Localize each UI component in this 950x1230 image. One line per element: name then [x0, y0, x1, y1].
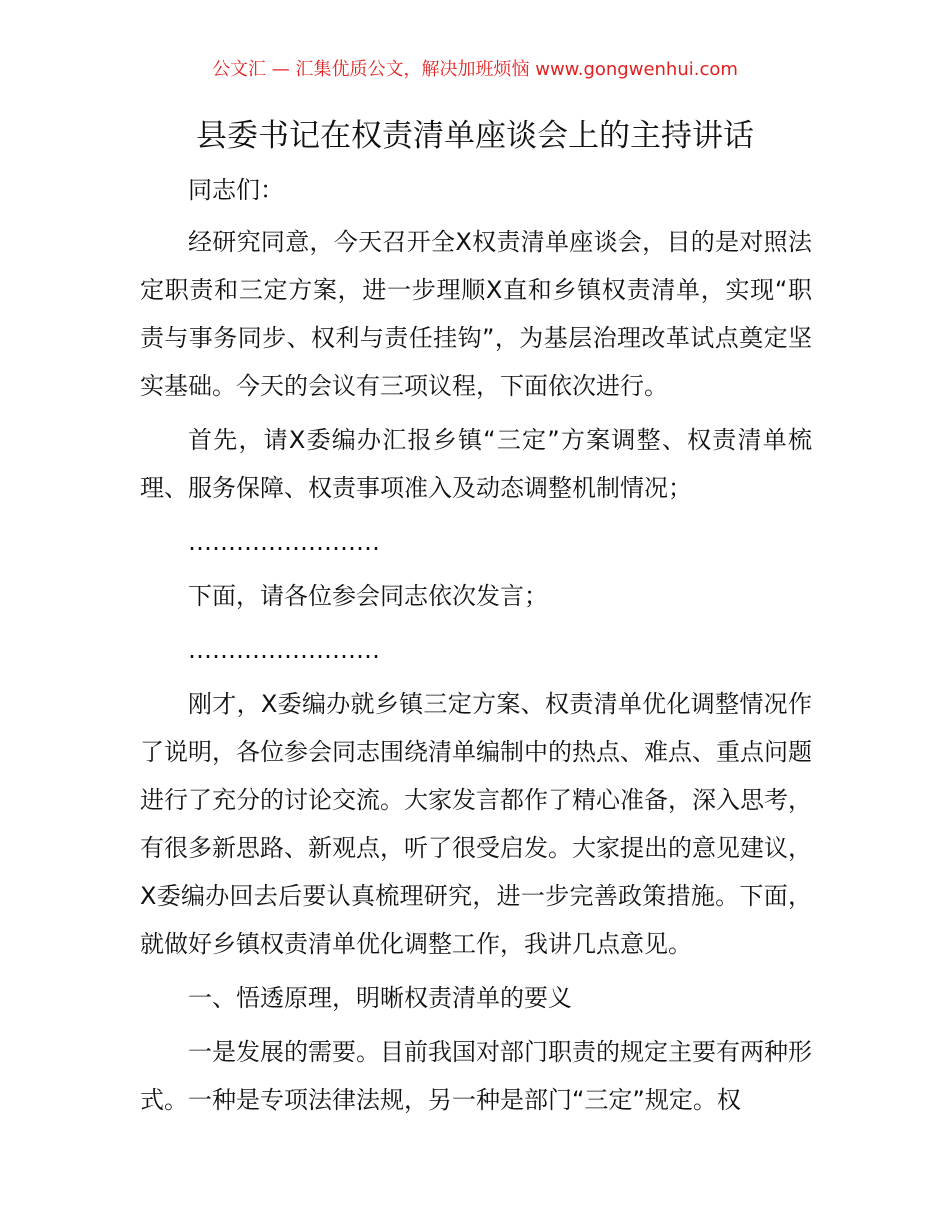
paragraph-point-1: 一是发展的需要。目前我国对部门职责的规定主要有两种形式。一种是专项法律法规，另一种是部门“三定”规定。权: [140, 1038, 812, 1114]
paragraph-agenda-first: 首先，请X委编办汇报乡镇“三定”方案调整、权责清单梳理、服务保障、权责事项准入及动态调整机制情况；: [140, 426, 812, 502]
ellipsis-1: ……………………: [188, 528, 380, 556]
paragraph-agenda-second: 下面，请各位参会同志依次发言；: [188, 582, 548, 610]
ellipsis-2: ……………………: [188, 636, 380, 664]
paragraph-summary: 刚才，X委编办就乡镇三定方案、权责清单优化调整情况作了说明，各位参会同志围绕清单编制中的热点、难点、重点问题进行了充分的讨论交流。大家发言都作了精心准备，深入思考，有很多新思路、新观点，听了很受启发。大家提出的意见建议，X委编办回去后要认真梳理研究，进一步完善政策措施。下面，就做好乡镇权责清单优化调整工作，我讲几点意见。: [140, 690, 812, 958]
document-title: 县委书记在权责清单座谈会上的主持讲话: [196, 118, 754, 154]
salutation: 同志们：: [188, 176, 284, 204]
section-heading-1: 一、悟透原理，明晰权责清单的要义: [188, 984, 572, 1012]
document-body: [140, 166, 812, 1130]
header-banner: 公文汇 — 汇集优质公文，解决加班烦恼 www.gongwenhui.com: [212, 59, 738, 80]
paragraph-intro: 经研究同意，今天召开全X权责清单座谈会，目的是对照法定职责和三定方案，进一步理顺X直和乡镇权责清单，实现“职责与事务同步、权利与责任挂钩”，为基层治理改革试点奠定坚实基础。今天的会议有三项议程，下面依次进行。: [140, 228, 812, 400]
